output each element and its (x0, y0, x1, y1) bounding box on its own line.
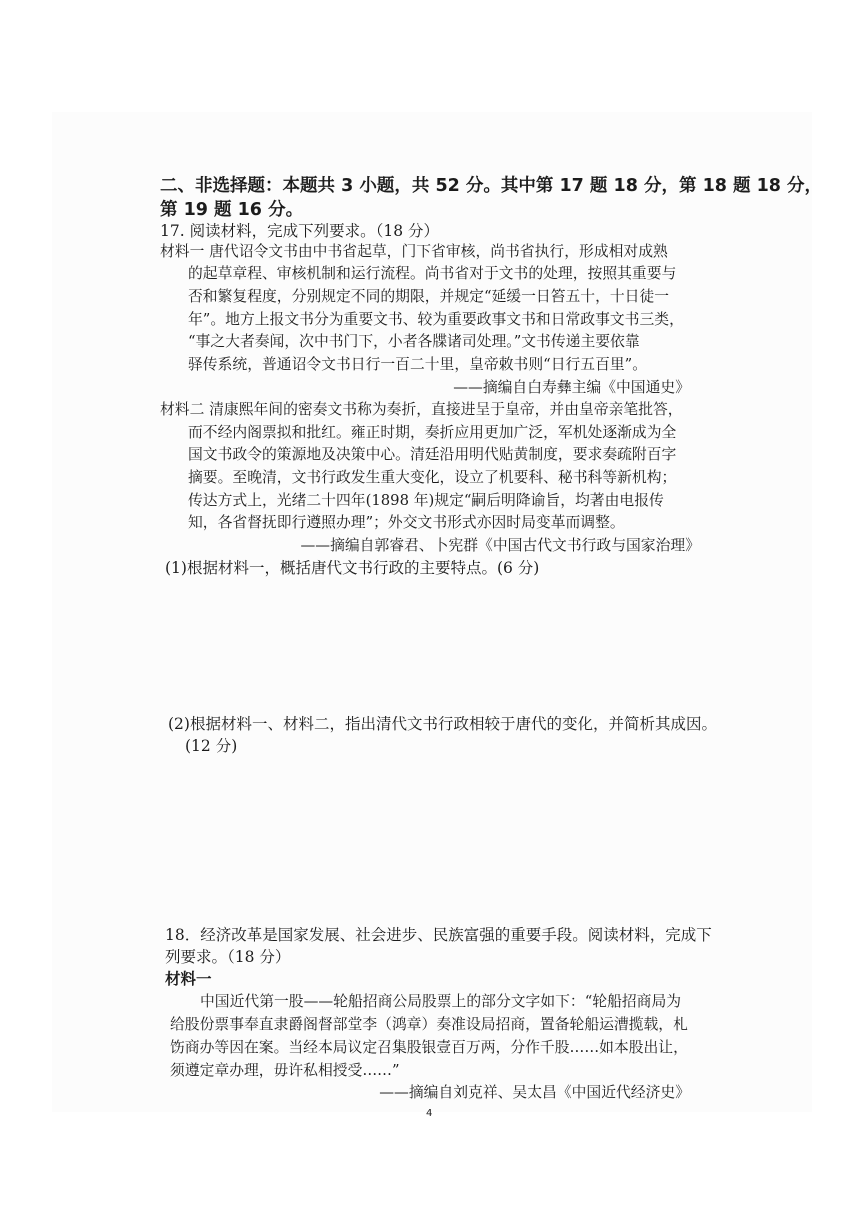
q17-material1-line: 驿传系统，普通诏令文书日行一百二十里，皇帝敕书则“日行五百里”。 (188, 356, 648, 373)
q18-intro-line1: 18．经济改革是国家发展、社会进步、民族富强的重要手段。阅读材料，完成下 (165, 926, 712, 944)
section-heading-line2: 第 19 题 16 分。 (160, 200, 304, 220)
q17-material1-line: “事之大者奏闻，次中书门下，小者各牒诸司处理。”文书传递主要依靠 (188, 333, 640, 350)
q18-material1-line: 须遵定章办理，毋许私相授受……” (170, 1062, 400, 1079)
q18-material1-line: 中国近代第一股——轮船招商公局股票上的部分文字如下：“轮船招商局为 (200, 993, 682, 1010)
q18-material1-line: 给股份票事奉直隶爵阁督部堂李（鸿章）奏准设局招商，置备轮船运漕揽载，札 (170, 1016, 688, 1033)
q17-material2-line: 而不经内阁票拟和批红。雍正时期，奏折应用更加广泛，军机处逐渐成为全 (188, 424, 677, 441)
q17-material2-line: 传达方式上，光绪二十四年(1898 年)规定“嗣后明降谕旨，均著由电报传 (188, 492, 664, 509)
page-number: 4 (426, 1108, 433, 1119)
q17-material2-line: 国文书政令的策源地及决策中心。清廷沿用明代贴黄制度，要求奏疏附百字 (188, 446, 677, 463)
q17-subquestion-2-line2: (12 分) (185, 737, 238, 755)
q17-subquestion-1: (1)根据材料一，概括唐代文书行政的主要特点。(6 分) (165, 559, 540, 577)
q17-intro: 17. 阅读材料，完成下列要求。（18 分） (160, 222, 439, 240)
q17-material2-line: 材料二 清康熙年间的密奏文书称为奏折，直接进呈于皇帝，并由皇帝亲笔批答， (160, 401, 683, 418)
q17-material1-line: 否和繁复程度，分别规定不同的期限，并规定“延缓一日笞五十，十日徒一 (188, 288, 670, 305)
q17-material2-line: 知，各省督抚即行遵照办理”；外交文书形式亦因时局变革而调整。 (188, 514, 625, 531)
q17-subquestion-2-line1: (2)根据材料一、材料二，指出清代文书行政相较于唐代的变化，并简析其成因。 (168, 715, 717, 733)
q18-intro-line2: 列要求。（18 分） (165, 948, 291, 966)
q17-material1-line: 年”。地方上报文书分为重要文书、较为重要政事文书和日常政事文书三类， (188, 311, 684, 328)
section-heading-line1: 二、非选择题：本题共 3 小题，共 52 分。其中第 17 题 18 分，第 18 题 18 分， (160, 176, 823, 196)
q17-material2-line: 摘要。至晚清，文书行政发生重大变化，设立了机要科、秘书科等新机构； (188, 469, 677, 486)
q18-material1-source: ——摘编自刘克祥、吴太昌《中国近代经济史》 (379, 1084, 690, 1101)
q17-material1-line: 的起草章程、审核机制和运行流程。尚书省对于文书的处理，按照其重要与 (188, 265, 677, 282)
q18-material-label: 材料一 (165, 970, 212, 988)
q18-material1-line: 饬商办等因在案。当经本局议定召集股银壹百万两，分作千股……如本股出让， (170, 1039, 688, 1056)
section-heading (160, 174, 822, 222)
q17-material1-line: 材料一 唐代诏令文书由中书省起草，门下省审核，尚书省执行，形成相对成熟 (160, 243, 668, 260)
q17-material1-source: ——摘编自白寿彝主编《中国通史》 (453, 379, 690, 396)
q17-material2-source: ——摘编自郭睿君、卜宪群《中国古代文书行政与国家治理》 (300, 537, 700, 554)
